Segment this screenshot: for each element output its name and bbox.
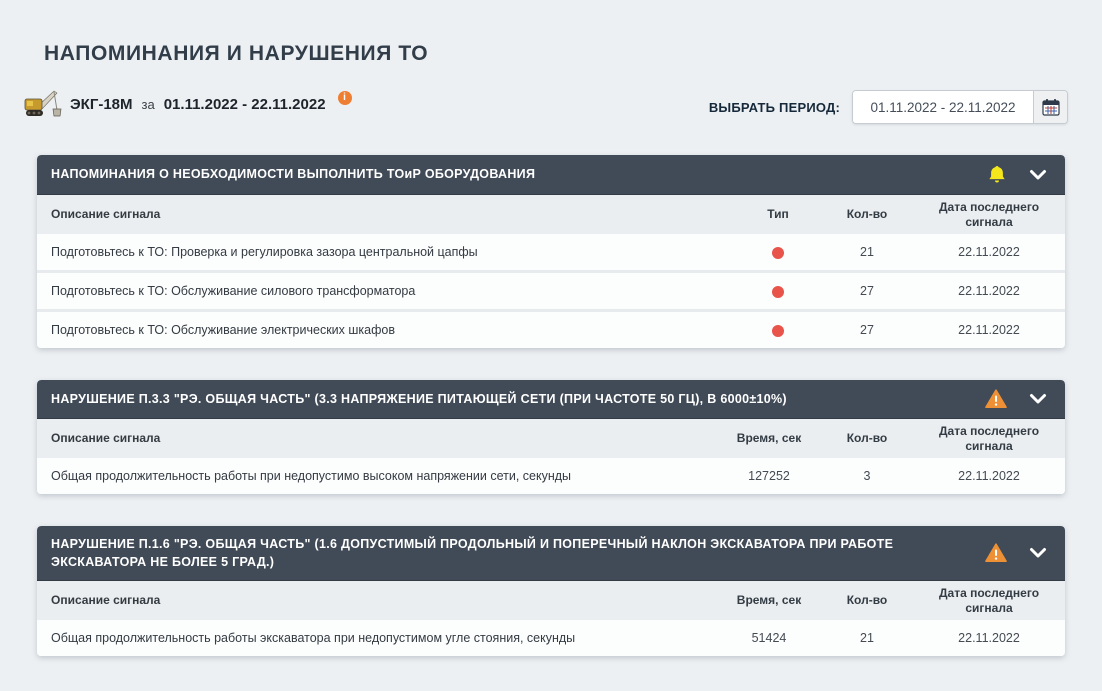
- signal-description: Подготовьтесь к ТО: Обслуживание электрических шкафов: [51, 323, 395, 337]
- table-header-row: [37, 418, 1065, 458]
- table-row: [37, 458, 1065, 494]
- panel-title: НАРУШЕНИЕ П.3.3 "РЭ. ОБЩАЯ ЧАСТЬ" (3.3 НАПРЯЖЕНИЕ ПИТАЮЩЕЙ СЕТИ (ПРИ ЧАСТОТЕ 50 ГЦ), В 6000±10%): [51, 391, 787, 406]
- signal-type-cell: [735, 323, 821, 337]
- signal-description: Общая продолжительность работы при недопустимо высоком напряжении сети, секунды: [51, 469, 572, 483]
- cell-value: 3: [863, 469, 871, 483]
- signal-panel: [37, 526, 1065, 656]
- cell-value: 21: [860, 631, 874, 646]
- table-row: [37, 273, 1065, 312]
- column-header: Дата последнего сигнала: [938, 423, 1040, 453]
- collapse-panel-button[interactable]: [1029, 393, 1047, 405]
- table-row: [37, 620, 1065, 656]
- table-body: [37, 458, 1065, 494]
- bell-icon: [987, 164, 1007, 185]
- equipment-period: 01.11.2022 - 22.11.2022: [163, 95, 326, 113]
- chevron-down-icon: [1029, 547, 1047, 559]
- info-icon[interactable]: i: [338, 91, 352, 105]
- cell-value: 27: [860, 323, 874, 337]
- cell-value: 127252: [748, 469, 790, 483]
- signal-table: [37, 194, 1065, 348]
- cell-value: 22.11.2022: [958, 323, 1020, 337]
- period-input[interactable]: [853, 91, 1033, 123]
- column-header: Описание сигнала: [51, 431, 161, 445]
- panel-header[interactable]: [37, 380, 1065, 418]
- panel-title: НАРУШЕНИЕ П.1.6 "РЭ. ОБЩАЯ ЧАСТЬ" (1.6 ДОПУСТИМЫЙ ПРОДОЛЬНЫЙ И ПОПЕРЕЧНЫЙ НАКЛОН ЭКСКАВАТОРА ПРИ РАБОТЕ ЭКСКАВАТОРА НЕ БОЛЕЕ 5 ГРАД.): [51, 537, 894, 570]
- column-header: Кол-во: [846, 431, 888, 445]
- equipment-name: ЭКГ-18М: [70, 95, 133, 113]
- column-header: Время, сек: [736, 593, 802, 608]
- signal-description: Подготовьтесь к ТО: Проверка и регулировка зазора центральной цапфы: [51, 245, 478, 259]
- excavator-icon: [24, 90, 62, 118]
- column-header: Дата последнего сигнала: [938, 585, 1040, 615]
- collapse-panel-button[interactable]: [1029, 169, 1047, 181]
- period-input-group: [852, 90, 1068, 124]
- equipment-summary: [24, 90, 352, 118]
- panel-title: НАПОМИНАНИЯ О НЕОБХОДИМОСТИ ВЫПОЛНИТЬ ТОиР ОБОРУДОВАНИЯ: [51, 167, 536, 182]
- chevron-down-icon: [1029, 393, 1047, 405]
- panel-header-icons: [985, 389, 1051, 409]
- signal-description: Общая продолжительность работы экскаватора при недопустимом угле стояния, секунды: [51, 631, 576, 646]
- panel-header-icons: [985, 543, 1051, 563]
- column-header: Время, сек: [736, 431, 802, 445]
- cell-value: 27: [860, 284, 874, 298]
- table-header-row: [37, 580, 1065, 620]
- cell-value: 22.11.2022: [958, 469, 1020, 483]
- table-header-row: [37, 194, 1065, 234]
- panels: [37, 155, 1065, 688]
- table-body: [37, 620, 1065, 656]
- signal-table: [37, 580, 1065, 656]
- red-dot-icon: [772, 286, 784, 298]
- table-row: [37, 312, 1065, 348]
- signal-table: [37, 418, 1065, 494]
- cell-value: 22.11.2022: [958, 631, 1020, 646]
- panel-header[interactable]: [37, 155, 1065, 194]
- column-header: Описание сигнала: [51, 593, 161, 608]
- column-header: Дата последнего сигнала: [938, 199, 1040, 229]
- warning-icon: [985, 543, 1007, 563]
- equipment-preposition: за: [141, 96, 155, 112]
- cell-value: 22.11.2022: [958, 245, 1020, 259]
- calendar-button[interactable]: [1033, 91, 1067, 123]
- table-body: [37, 234, 1065, 348]
- red-dot-icon: [772, 325, 784, 337]
- signal-type-cell: [735, 284, 821, 298]
- signal-panel: [37, 155, 1065, 348]
- panel-header-icons: [987, 164, 1051, 185]
- signal-type-cell: [735, 245, 821, 259]
- signal-panel: [37, 380, 1065, 494]
- column-header: Кол-во: [846, 207, 888, 221]
- column-header: Описание сигнала: [51, 207, 161, 221]
- period-selector-label: ВЫБРАТЬ ПЕРИОД:: [708, 99, 840, 115]
- cell-value: 21: [860, 245, 874, 259]
- cell-value: 51424: [751, 631, 787, 646]
- table-row: [37, 234, 1065, 273]
- cell-value: 22.11.2022: [958, 284, 1020, 298]
- collapse-panel-button[interactable]: [1029, 547, 1047, 559]
- column-header: Кол-во: [846, 593, 888, 608]
- period-selector: [709, 90, 1068, 124]
- page-title: НАПОМИНАНИЯ И НАРУШЕНИЯ ТО: [44, 42, 429, 66]
- chevron-down-icon: [1029, 169, 1047, 181]
- panel-header[interactable]: [37, 526, 1065, 580]
- column-header: Тип: [767, 207, 789, 221]
- signal-description: Подготовьтесь к ТО: Обслуживание силового трансформатора: [51, 284, 416, 298]
- warning-icon: [985, 389, 1007, 409]
- calendar-icon: [1042, 98, 1060, 116]
- red-dot-icon: [772, 247, 784, 259]
